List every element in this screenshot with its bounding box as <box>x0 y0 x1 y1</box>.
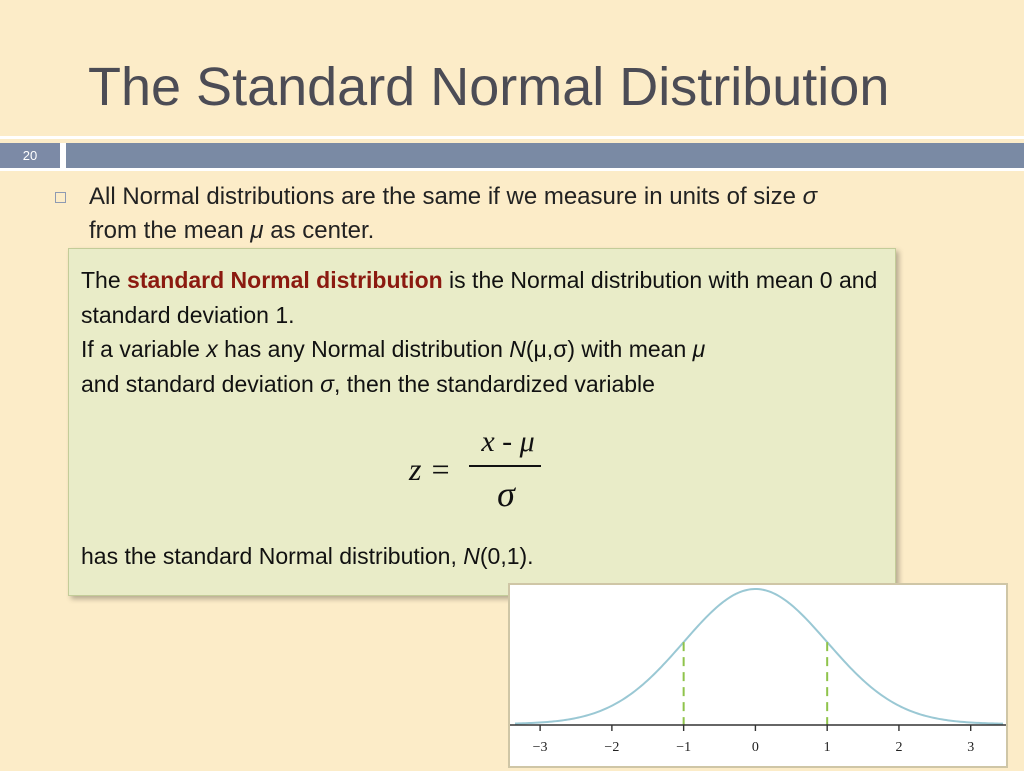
x-tick-label: 1 <box>823 740 831 755</box>
definition-last-a: has the standard Normal distribution, <box>81 543 464 569</box>
definition-line4-b: , then the standardized variable <box>334 370 655 397</box>
definition-N: N <box>509 336 526 362</box>
header-rule-top <box>0 136 1024 139</box>
x-tick-label: −1 <box>676 740 692 755</box>
definition-line3-c: with mean <box>575 336 693 362</box>
header-rule-bottom <box>0 168 1024 171</box>
x-tick-label: 3 <box>967 740 975 755</box>
slide-title: The Standard Normal Distribution <box>88 57 890 117</box>
normal-curve-chart <box>510 585 1006 766</box>
definition-last-b: (0,1). <box>479 543 534 569</box>
header-bar <box>66 143 1024 168</box>
formula-denominator: σ <box>497 474 515 514</box>
definition-after-term: is the Normal distribution with mean 0 and standard deviation 1. <box>81 267 878 328</box>
slide-number: 20 <box>0 143 60 168</box>
definition-params: (μ,σ) <box>525 336 576 362</box>
definition-mu: μ <box>692 336 706 362</box>
bullet-text-1: All Normal distributions are the same if we measure in units of size <box>89 183 803 210</box>
definition-line4-a: and standard deviation <box>81 370 321 397</box>
definition-text <box>81 263 881 401</box>
definition-box <box>68 248 896 596</box>
bullet-text-3: as center. <box>263 217 375 244</box>
x-tick-label: 2 <box>895 740 903 755</box>
formula-fraction-bar <box>469 465 541 467</box>
x-tick-label: 0 <box>751 740 759 755</box>
formula-numerator: x - μ <box>481 425 535 458</box>
bullet-text: All Normal distributions are the same if we measure in units of size σ from the mean μ as center. <box>89 183 818 244</box>
bullet-mu: μ <box>250 217 264 244</box>
definition-conclusion <box>81 539 881 573</box>
standardization-formula <box>409 425 559 521</box>
definition-last-N: N <box>463 543 480 569</box>
definition-line3-a: If a variable <box>81 336 207 362</box>
bullet-square-icon <box>55 192 66 203</box>
normal-curve-figure <box>508 583 1008 768</box>
x-tick-label: −3 <box>532 740 548 755</box>
bullet-sigma: σ <box>802 183 818 210</box>
definition-sigma: σ <box>320 370 334 397</box>
formula-lhs: z = <box>409 451 452 487</box>
x-tick-label: −2 <box>604 740 620 755</box>
definition-line3-b: has any Normal distribution <box>217 336 510 362</box>
normal-density-curve <box>515 589 1003 724</box>
definition-term: standard Normal distribution <box>127 267 443 293</box>
definition-var-x: x <box>206 336 218 362</box>
definition-intro: The <box>81 267 128 293</box>
